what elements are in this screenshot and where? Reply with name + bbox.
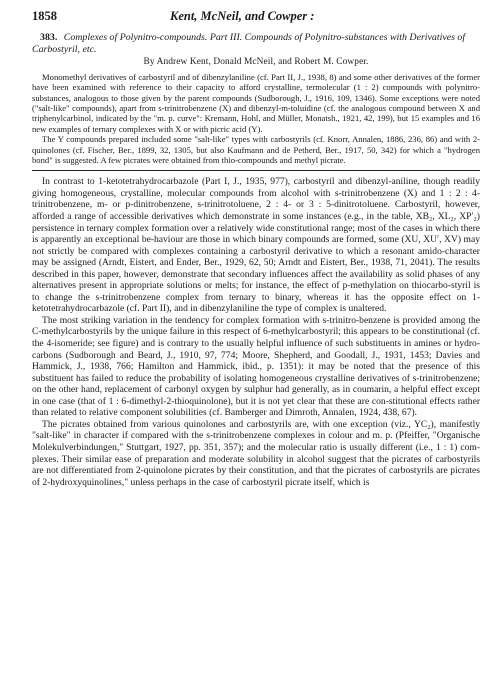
body-paragraph: The most striking variation in the tendency for complex formation with s-trinitro-benzene is provided among the C-methylcarbostyrils by the unique failure in this respect of 6-methylcarbostyril; this appears to be constitutional (cf. the 4-isomeride; see figure) and is contrary to the usually helpful influence of such substituents in amines or hydro-carbons (Sudborough and Beard, J., 1910, 97, 774; Moore, Shepherd, and Goodall, J., 1931, 1453; Davies and Hammick, J., 1938, 766; Hamilton and Hammick, ibid., p. 1351): it may be noted that the presence of this substituent has failed to reduce the probability of isolating homogeneous crystalline derivatives of s-trinitrobenzene; on the other hand, replacement of carbonyl oxygen by sulphur had generally, as in coumarin, a helpful effect except in one case (that of 1 : 6-dimethyl-2-thioquinolone), but it is not yet clear that these are con-stitutional effects rather than related to relative component solubilities (cf. Bamberger and Dimroth, Annalen, 1924, 438, 67).: [32, 314, 480, 419]
page-number: 1858: [32, 9, 57, 23]
article-title: Complexes of Polynitro-compounds. Part III. Compounds of Polynitro-substances with Derivatives of Carbostyril, etc.: [32, 32, 466, 55]
body-paragraph: In contrast to 1-ketotetrahydrocarbazole (Part I, J., 1935, 977), carbostyril and dibenzyl-aniline, though readily giving homogeneous, crystalline, molecular compounds from alcohol with s-trinitrobenzene (X) and 1 : 2 : 4-trinitrobenzene, m- or p-dinitrobenzene, s-trinitrotoluene, 2 : 4- or 3 : 5-dinitrotoluene. Carbostyril, however, afforded a range of accessible derivatives which demonstrate in some instances (e.g., in the table, XB₂, XL₂, XP′₂) persistence in ternary complex formation over a relatively wide constitutional range; most of the cases in which there is apparently an exceptional be-haviour are those in which binary compounds are formed, some (XU, XU′, XV) may not strictly be compared with complexes containing a carbostyril derivative to which a resonant amido-character may be assigned (Arndt, Eistert, and Ender, Ber., 1929, 62, 50; Arndt and Eistert, Ber., 1938, 71, 2041). The results described in this paper, however, demonstrate that secondary influences affect the availability as solid phases of any alternatives present in appropriate solutions or melts; for instance, the effect of p-methylation on thiocarbo-styril is to change the s-trinitrobenzene complex from ternary to binary, whereas it has the opposite effect on 1-ketotetrahydrocarbazole (cf. Part II), and in dibenzylaniline the type of complex is unaltered.: [32, 176, 480, 315]
abstract-paragraph: Monomethyl derivatives of carbostyril and of dibenzylaniline (cf. Part II, J., 1938, 8) and some other derivatives of the former have been examined with reference to their capacity to afford crystalline, termolecular (1 : 2) compounds with polynitro-substances, analogous to those given by the parent compounds (Sudborough, J., 1916, 109, 1346). Some exceptions were noted ("salt-like" compounds), apart from s-trinitrobenzene (X) and dibenzyl-m-toluidine (cf. the analogous compound between X and triphenylcarbinol, indicated by the "m. p. curve": Kremann, Hohl, and Müller, Monatsh., 1921, 42, 199), but 15 examples and 16 new examples of ternary complexes with X or with picric acid (Y).: [32, 71, 480, 134]
body-paragraph: The picrates obtained from various quinolones and carbostyrils are, with one exception (viz., YC₂), manifestly "salt-like" in character if compared with the s-trinitrobenzene complexes in colour and m. p. (Pfeiffer, "Organische Molekulverbindungen," Stuttgart, 1927, pp. 351, 357); and the molecular ratio is usually different (i.e., 1 : 1) com-plexes. Their similar ease of preparation and moderate solubility in alcohol suggest that the picrates of carbostyrils are not differentiated from 2-quinolone picrates by their constitution, and that the picrates of carbostyrils are picrates of 2-hydroxyquinolines," unless perhaps in the case of carbostyril picrate itself, which is: [32, 418, 480, 488]
article-title-line: [32, 32, 480, 56]
abstract: [32, 72, 480, 166]
article-number: 383.: [40, 32, 58, 43]
article-authors: By Andrew Kent, Donald McNeil, and Robert M. Cowper.: [143, 56, 369, 67]
section-divider: [32, 170, 480, 171]
abstract-paragraph: The Y compounds prepared included some "salt-like" types with carbostyrils (cf. Knorr, Annalen, 1886, 236, 86) and with 2-quinolones (cf. Fischer, Ber., 1899, 32, 1305, but also Kaufmann and de Petherd, Ber., 1917, 50, 342) for which a "hydrogen bond" is suggested. A few picrates were obtained from thio-compounds and methyl picrate.: [32, 134, 480, 165]
article-heading: [32, 32, 480, 69]
article-body: [32, 176, 480, 488]
page-header: [32, 9, 480, 25]
running-title: Kent, McNeil, and Cowper :: [170, 9, 315, 23]
